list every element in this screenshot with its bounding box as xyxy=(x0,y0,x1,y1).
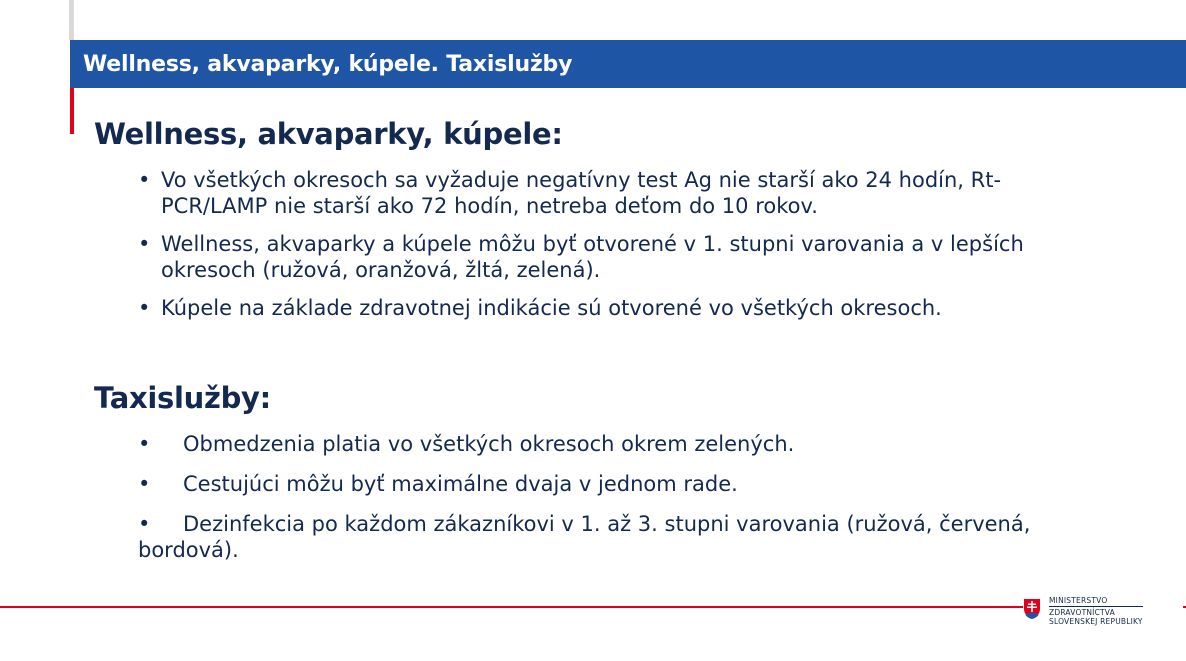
header-band xyxy=(70,40,1186,88)
list-item xyxy=(138,295,1098,321)
list-item xyxy=(138,231,1098,283)
wellness-heading: Wellness, akvaparky, kúpele: xyxy=(94,117,563,151)
list-item-text: Vo všetkých okresoch sa vyžaduje negatívny test Ag nie starší ako 24 hodín, Rt-PCR/LAMP nie starší ako 72 hodín, netreba deťom do 10 rokov. xyxy=(161,168,1002,218)
list-item-text: Dezinfekcia po každom zákazníkovi v 1. až 3. stupni varovania (ružová, červená, bordová). xyxy=(138,512,1031,562)
wellness-bullet-list xyxy=(138,167,1098,333)
footer-red-line xyxy=(0,606,1186,608)
header-title: Wellness, akvaparky, kúpele. Taxislužby xyxy=(83,51,573,77)
logo-line-3: SLOVENSKEJ REPUBLIKY xyxy=(1049,617,1143,626)
bullet-icon: • xyxy=(138,168,151,192)
list-item xyxy=(138,471,1038,497)
red-accent-bar xyxy=(70,88,74,134)
bullet-icon: • xyxy=(138,296,151,320)
list-item xyxy=(138,167,1098,219)
slovak-coat-of-arms-icon xyxy=(1023,598,1041,620)
top-gray-bar xyxy=(69,0,74,40)
logo-line-2: ZDRAVOTNÍCTVA xyxy=(1049,608,1115,617)
logo-line-1: MINISTERSTVO xyxy=(1049,596,1143,607)
logo-text xyxy=(1049,596,1143,626)
ministry-logo xyxy=(1023,596,1183,632)
list-item xyxy=(138,511,1038,563)
list-item-text: Cestujúci môžu byť maximálne dvaja v jednom rade. xyxy=(183,472,738,496)
list-item-text: Kúpele na základe zdravotnej indikácie sú otvorené vo všetkých okresoch. xyxy=(161,296,942,320)
list-item-text: Wellness, akvaparky a kúpele môžu byť otvorené v 1. stupni varovania a v lepších okresoch (ružová, oranžová, žltá, zelená). xyxy=(161,232,1024,282)
bullet-icon: • xyxy=(138,432,151,456)
list-item-text: Obmedzenia platia vo všetkých okresoch okrem zelených. xyxy=(183,432,795,456)
bullet-icon: • xyxy=(138,232,151,256)
bullet-icon: • xyxy=(138,472,151,496)
list-item xyxy=(138,431,1038,457)
bullet-icon: • xyxy=(138,512,151,536)
taxi-heading: Taxislužby: xyxy=(94,381,271,415)
taxi-bullet-list xyxy=(138,431,1038,577)
